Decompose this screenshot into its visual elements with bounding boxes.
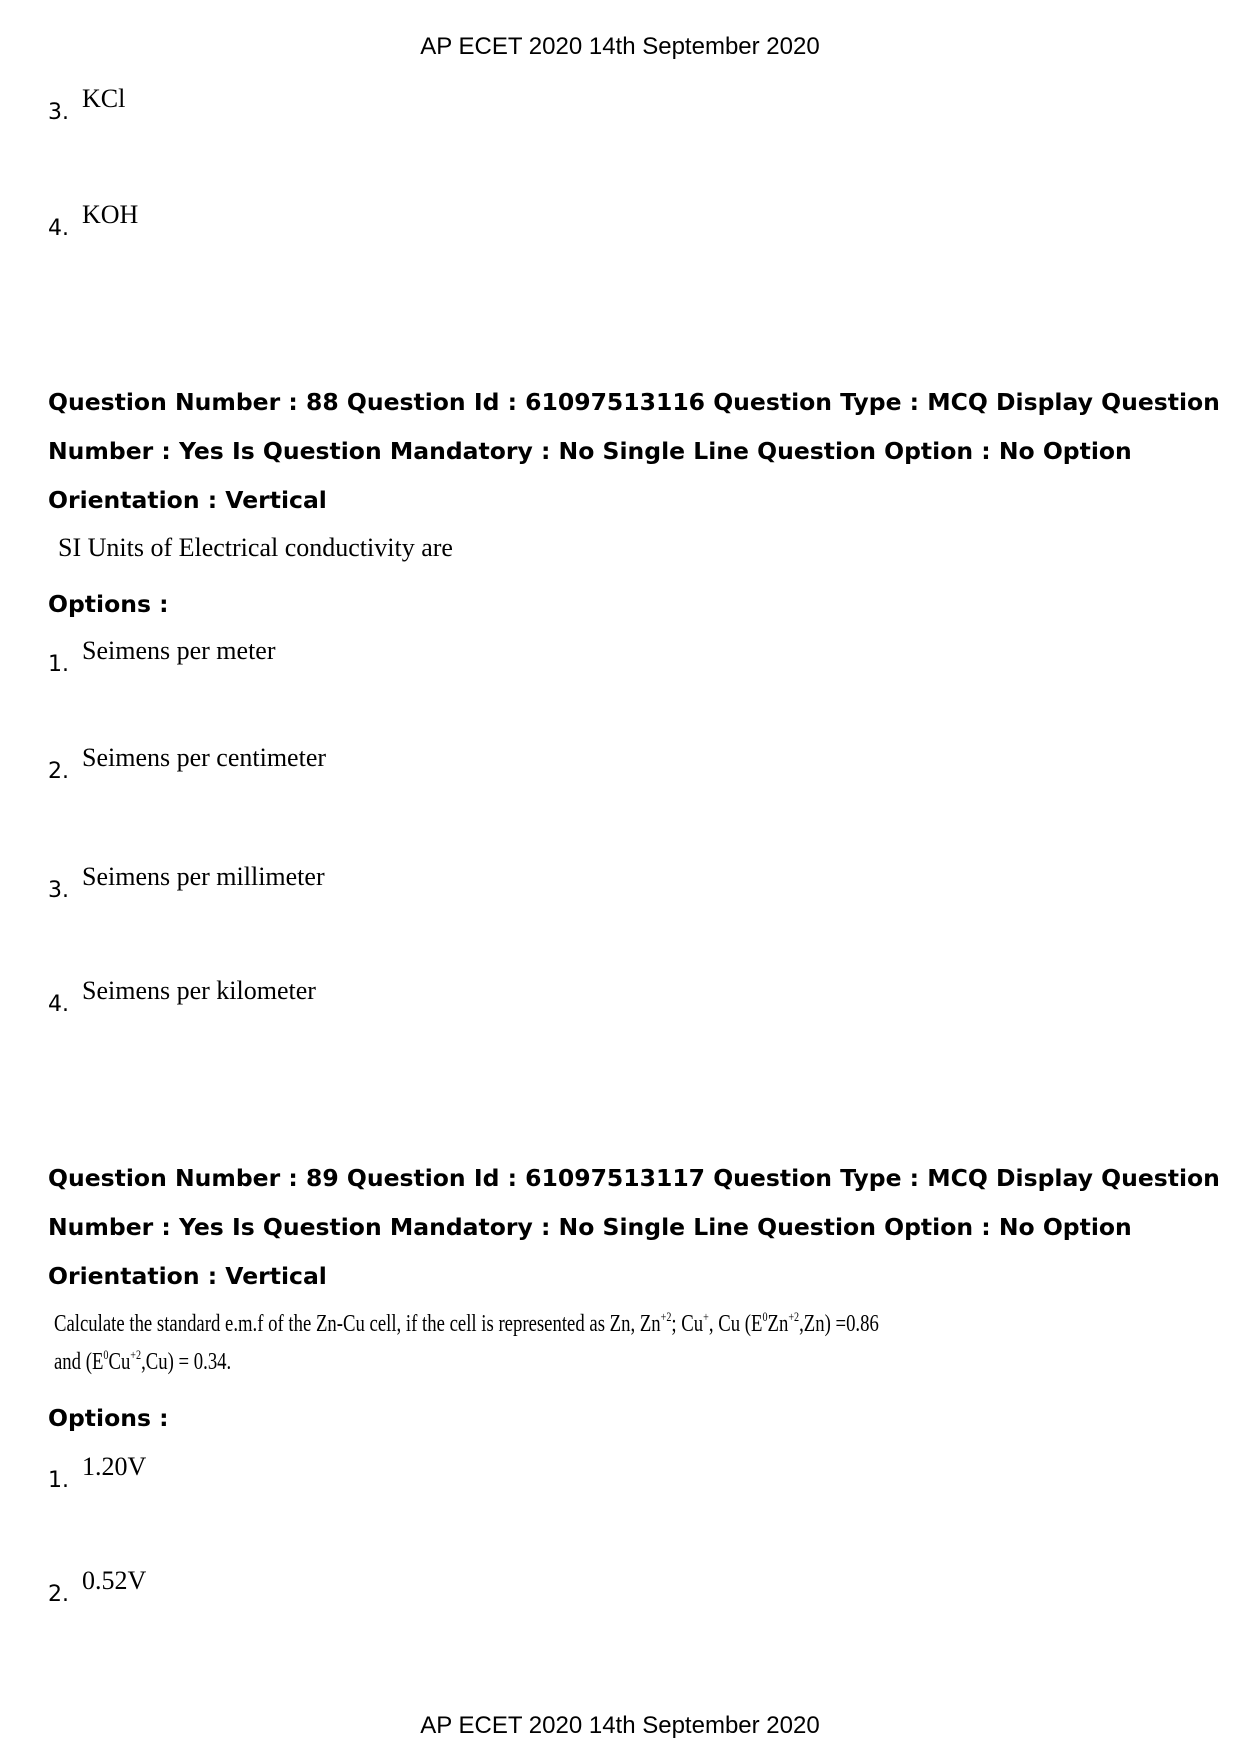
option-text: 0.52V	[82, 1566, 147, 1595]
option-item[interactable]	[48, 743, 848, 783]
option-text: KOH	[82, 200, 139, 229]
option-item[interactable]	[48, 862, 848, 902]
option-number: 4.	[48, 992, 69, 1017]
question-meta-line: Question Number : 88 Question Id : 61097513116 Question Type : MCQ Display Question	[48, 388, 1220, 416]
option-text: Seimens per kilometer	[82, 976, 316, 1005]
option-number: 2.	[48, 1582, 69, 1607]
option-text: Seimens per millimeter	[82, 862, 325, 891]
option-item[interactable]	[48, 1452, 848, 1492]
option-item[interactable]	[48, 200, 848, 240]
option-text: Seimens per centimeter	[82, 743, 327, 772]
page-footer: AP ECET 2020 14th September 2020	[420, 1712, 820, 1739]
question-text-line: Calculate the standard e.m.f of the Zn-Cu cell, if the cell is represented as Zn, $Zn^{+2}$; Cu+, Cu $(E^0Zn^{+2},Zn) =0.86$	[54, 1309, 879, 1337]
option-number: 1.	[48, 652, 69, 677]
option-item[interactable]	[48, 1566, 848, 1606]
option-text: KCl	[82, 84, 126, 113]
question-88-text: SI Units of Electrical conductivity are	[58, 533, 453, 562]
question-88-meta	[48, 378, 1220, 525]
question-89-text	[54, 1305, 879, 1381]
question-meta-line: Orientation : Vertical	[48, 1262, 327, 1290]
options-label: Options :	[48, 1404, 169, 1432]
question-meta-line: Orientation : Vertical	[48, 486, 327, 514]
option-number: 2.	[48, 759, 69, 784]
option-number: 3.	[48, 878, 69, 903]
option-number: 1.	[48, 1468, 69, 1493]
option-text: 1.20V	[82, 1452, 147, 1481]
option-item[interactable]	[48, 976, 848, 1016]
page-header: AP ECET 2020 14th September 2020	[420, 33, 820, 60]
option-number: 4.	[48, 216, 69, 241]
option-item[interactable]	[48, 636, 848, 676]
options-label: Options :	[48, 590, 169, 618]
question-meta-line: Number : Yes Is Question Mandatory : No Single Line Question Option : No Option	[48, 437, 1132, 465]
question-89-meta	[48, 1154, 1220, 1301]
question-meta-line: Question Number : 89 Question Id : 61097513117 Question Type : MCQ Display Question	[48, 1164, 1220, 1192]
question-meta-line: Number : Yes Is Question Mandatory : No Single Line Question Option : No Option	[48, 1213, 1132, 1241]
option-item[interactable]	[48, 84, 848, 124]
option-text: Seimens per meter	[82, 636, 276, 665]
option-number: 3.	[48, 100, 69, 125]
question-text-line: and $(E^0Cu^{+2},Cu) = 0.34$.	[54, 1347, 232, 1375]
